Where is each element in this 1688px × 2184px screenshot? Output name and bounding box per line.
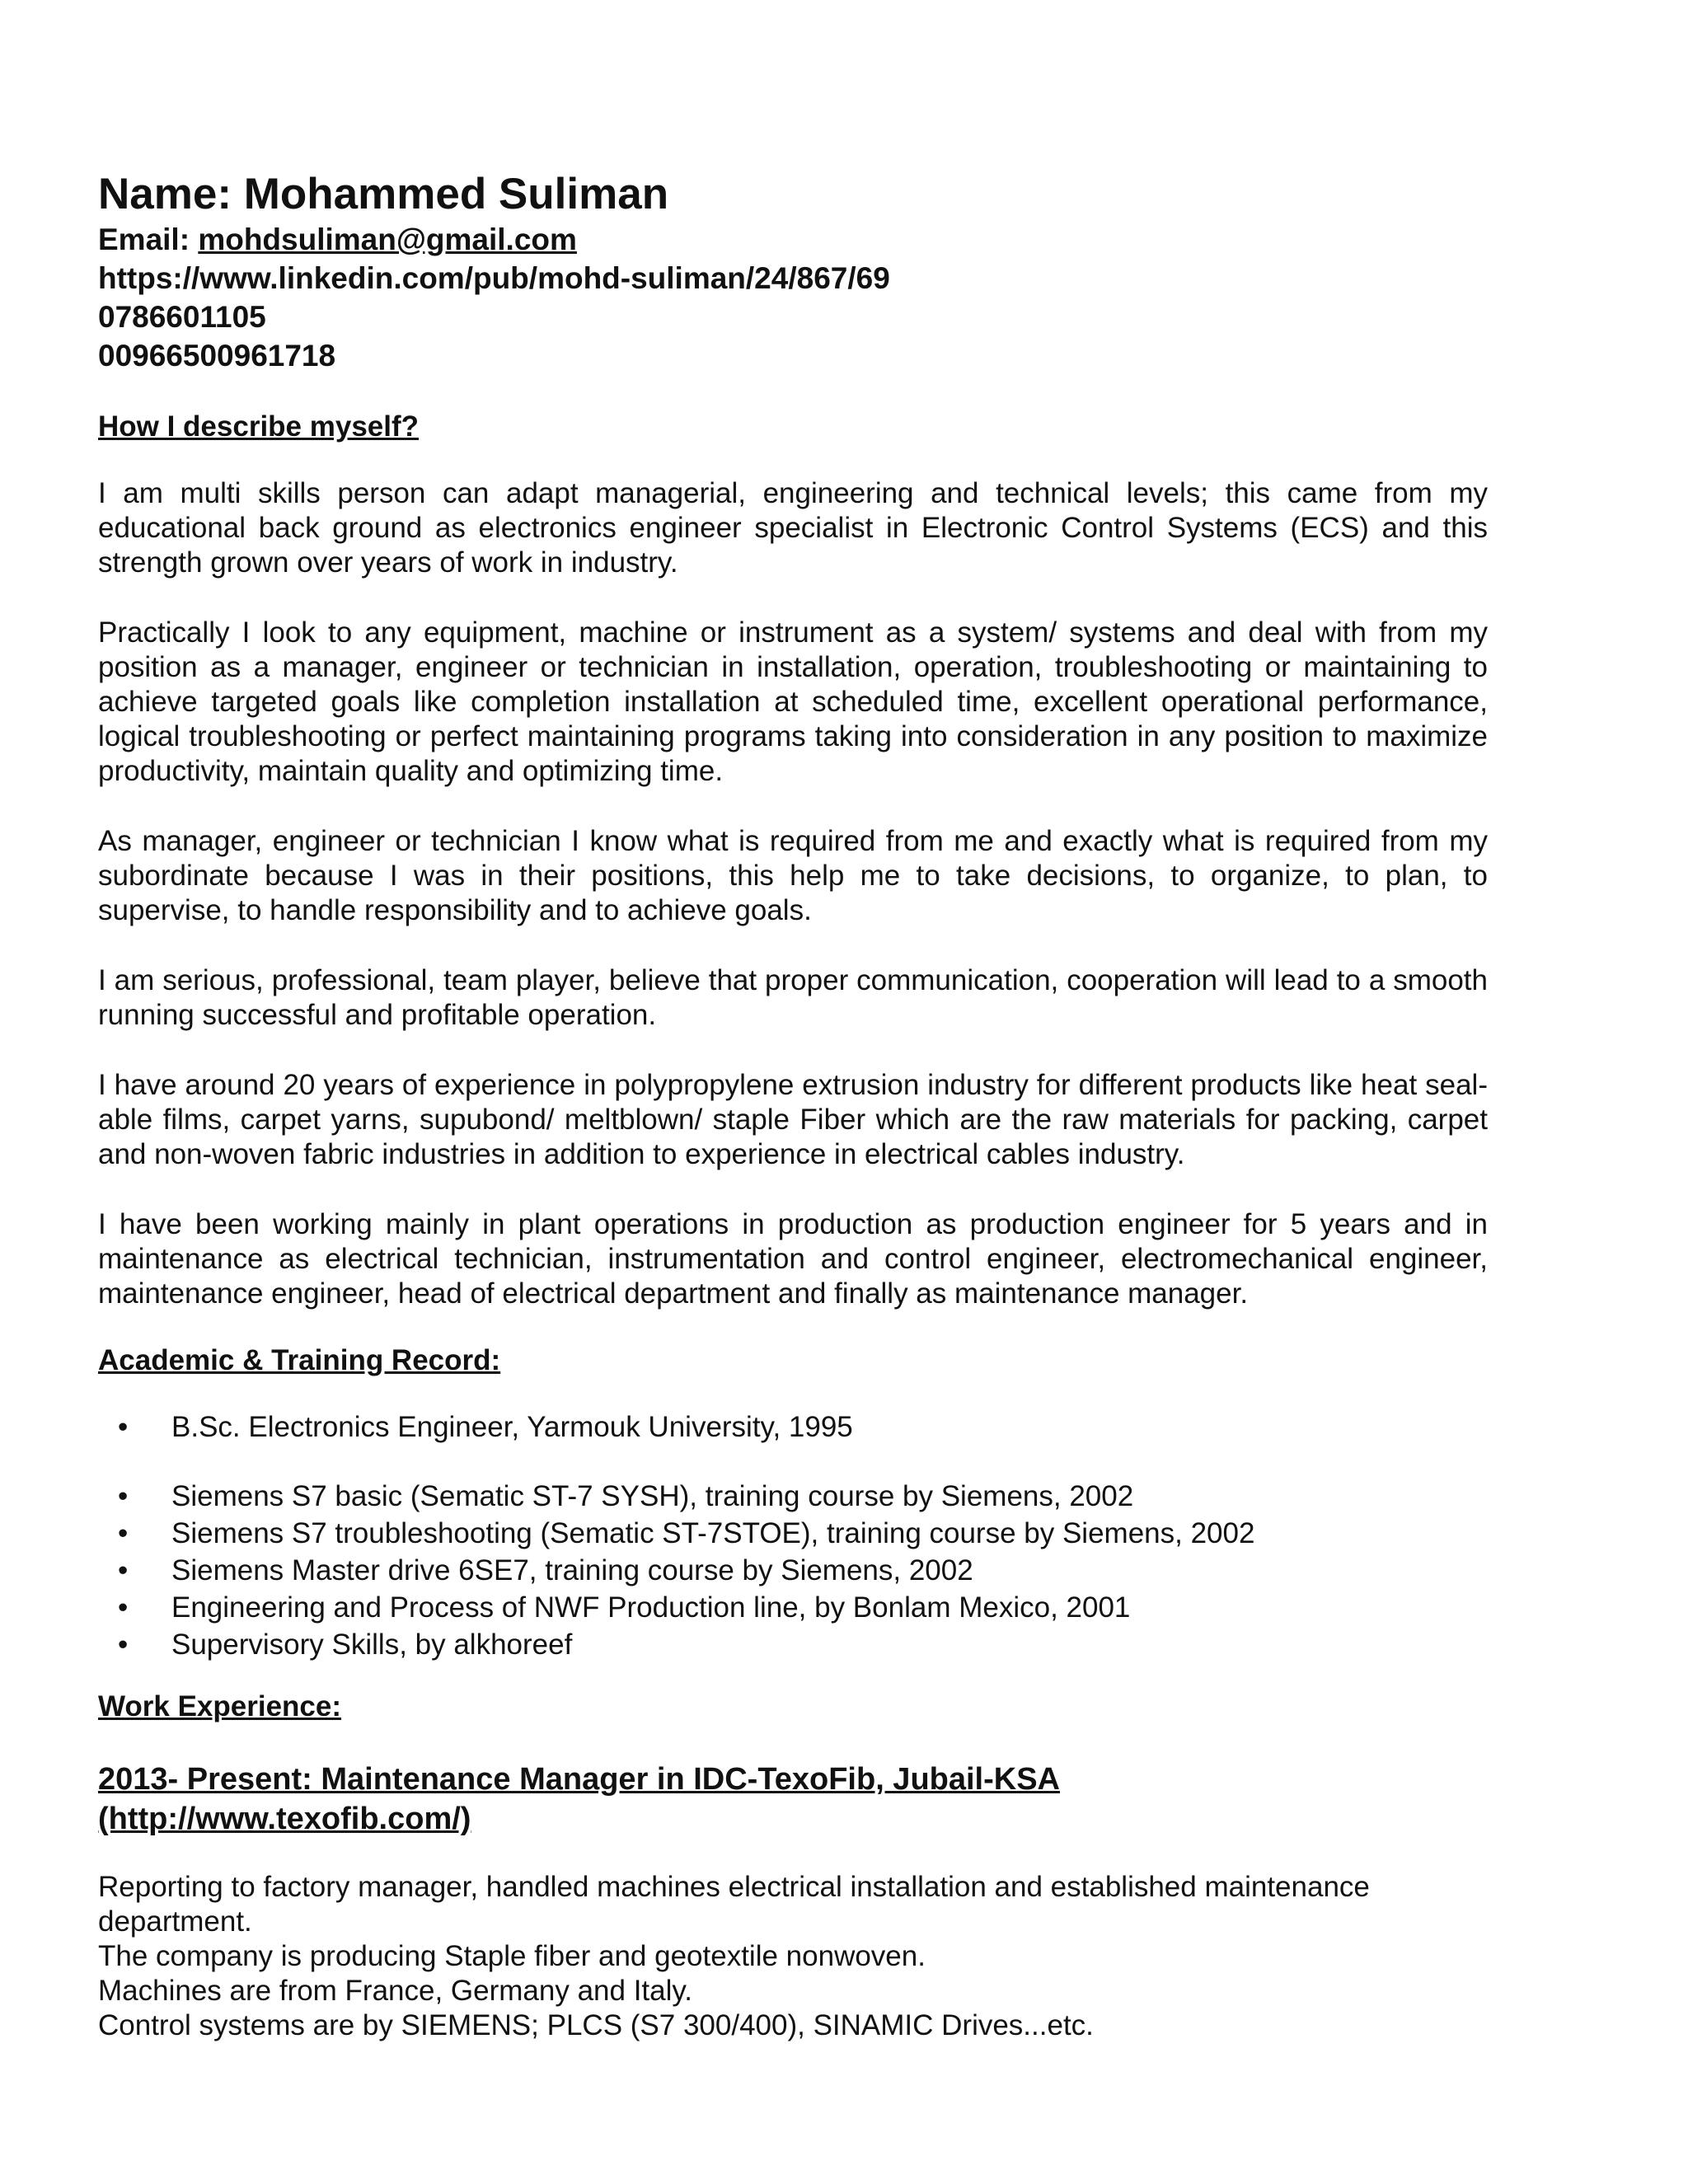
training-text: Supervisory Skills, by alkhoreef (171, 1629, 573, 1661)
bullet-icon: • (118, 1480, 129, 1512)
degree-text: B.Sc. Electronics Engineer, Yarmouk University, 1995 (171, 1411, 853, 1443)
phone-number-2: 00966500961718 (98, 339, 336, 373)
training-text: Engineering and Process of NWF Production line, by Bonlam Mexico, 2001 (171, 1591, 1131, 1624)
training-text: Siemens S7 basic (Sematic ST-7 SYSH), training course by Siemens, 2002 (171, 1480, 1134, 1512)
about-heading: How I describe myself? (98, 410, 420, 443)
list-item (98, 1515, 1488, 1552)
job-title: 2013- Present: Maintenance Manager in IDC-TexoFib, Jubail-KSA (98, 1762, 1060, 1797)
list-item (98, 1589, 1488, 1626)
linkedin-url: https://www.linkedin.com/pub/mohd-suliman/24/867/69 (98, 261, 890, 295)
resume-name: Name: Mohammed Suliman (98, 170, 669, 218)
job-line: The company is producing Staple fiber and geotextile nonwoven. (98, 1940, 926, 1972)
bullet-icon: • (118, 1517, 129, 1549)
degree-list (98, 1408, 1488, 1446)
work-heading: Work Experience: (98, 1690, 342, 1722)
email-label: Email: (98, 223, 199, 256)
job-line: Control systems are by SIEMENS; PLCS (S7 300/400), SINAMIC Drives...etc. (98, 2009, 1094, 2041)
academic-heading: Academic & Training Record: (98, 1344, 501, 1376)
training-text: Siemens Master drive 6SE7, training course by Siemens, 2002 (171, 1554, 973, 1586)
job-description (98, 1870, 1488, 2043)
job-company-url: (http://www.texofib.com/) (98, 1802, 471, 1836)
resume-page (98, 169, 1488, 2043)
job-line: Reporting to factory manager, handled machines electrical installation and established maintenance department. (98, 1871, 1370, 1938)
list-item (98, 1552, 1488, 1589)
training-text: Siemens S7 troubleshooting (Sematic ST-7STOE), training course by Siemens, 2002 (171, 1517, 1255, 1549)
about-paragraph: Practically I look to any equipment, machine or instrument as a system/ systems and deal with from my position as a manager, engineer or technician in installation, operation, troubleshooting or maintaining to achieve targeted goals like completion installation at scheduled time, excellent operational performance, logical troubleshooting or perfect maintaining programs taking into consideration in any position to maximize productivity, maintain quality and optimizing time. (98, 616, 1488, 787)
about-paragraph: As manager, engineer or technician I know what is required from me and exactly what is required from my subordinate because I was in their positions, this help me to take decisions, to organize, to plan, to supervise, to handle responsibility and to achieve goals. (98, 825, 1488, 926)
job-line: Machines are from France, Germany and Italy. (98, 1975, 693, 2007)
about-paragraph: I have been working mainly in plant operations in production as production engineer for 5 years and in maintenance as electrical technician, instrumentation and control engineer, electromechanical engineer, maintenance engineer, head of electrical department and finally as maintenance manager. (98, 1208, 1488, 1310)
bullet-icon: • (118, 1629, 129, 1661)
about-paragraph: I have around 20 years of experience in polypropylene extrusion industry for different products like heat seal-able films, carpet yarns, supubond/ meltblown/ staple Fiber which are the raw materials for packing, carpet and non-woven fabric industries in addition to experience in electrical cables industry. (98, 1069, 1488, 1170)
list-item (98, 1478, 1488, 1515)
list-item (98, 1626, 1488, 1663)
contact-email-line (98, 220, 1488, 259)
phone-number-1: 0786601105 (98, 300, 266, 334)
about-paragraph: I am serious, professional, team player, believe that proper communication, cooperation will lead to a smooth running successful and profitable operation. (98, 964, 1488, 1031)
email-link[interactable]: mohdsuliman@gmail.com (198, 223, 577, 256)
training-list (98, 1478, 1488, 1663)
about-paragraph: I am multi skills person can adapt managerial, engineering and technical levels; this came from my educational back ground as electronics engineer specialist in Electronic Control Systems (ECS) and this strength grown over years of work in industry. (98, 477, 1488, 579)
list-item (98, 1408, 1488, 1446)
bullet-icon: • (118, 1591, 129, 1624)
bullet-icon: • (118, 1411, 129, 1443)
bullet-icon: • (118, 1554, 129, 1586)
